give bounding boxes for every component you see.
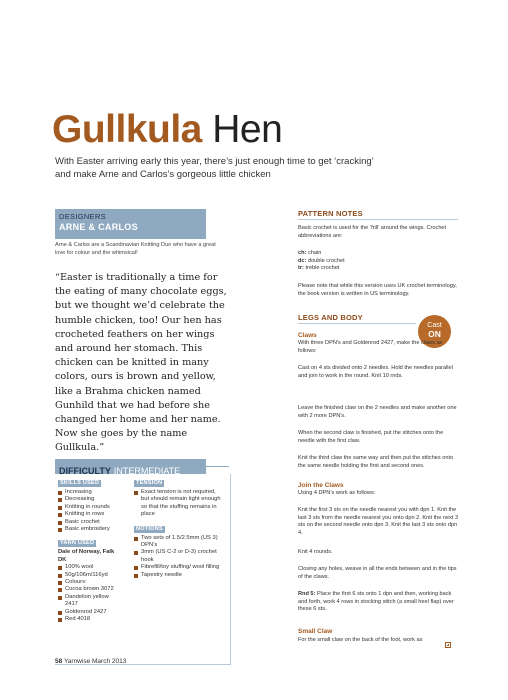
designer-name: ARNE & CARLOS bbox=[59, 222, 138, 232]
yarn-colour: Red 4018 bbox=[58, 616, 120, 623]
claws-para: When the second claw is finished, put the stitches onto the needle with the first claw. bbox=[298, 430, 444, 444]
join-claws-heading: Join the Claws bbox=[298, 482, 344, 489]
pattern-notes-rule bbox=[298, 219, 458, 220]
claws-intro: With three DPN’s and Goldenrod 2427, make the claws as follows: bbox=[298, 340, 443, 354]
pattern-notes-para1: Basic crochet is used for the ‘frill’ around the wings. Crochet abbreviations are: bbox=[298, 225, 447, 239]
yarn-item: 100% wool bbox=[58, 564, 120, 571]
magazine-name: Yarnwise bbox=[63, 658, 91, 665]
tension-text: Exact tension is not required, but should remain tight enough so that the stuffing remains in place bbox=[134, 489, 224, 519]
legs-body-heading: LEGS AND BODY bbox=[298, 313, 363, 322]
yarn-item: Colours: bbox=[58, 579, 120, 586]
difficulty-level: INTERMEDIATE bbox=[113, 466, 181, 476]
pattern-notes-para2: Please note that while this version uses UK crochet terminology, the book version is written in US terminology. bbox=[298, 283, 457, 297]
tension-tag: TENSION bbox=[136, 480, 163, 486]
issue-date: March 2013 bbox=[92, 658, 127, 665]
legs-body-rule bbox=[298, 323, 416, 324]
skill-item: Basic crochet bbox=[58, 519, 120, 526]
notion-item: 3mm (US C-2 or D-3) crochet hook bbox=[134, 549, 224, 564]
rnd5-text: Place the first 6 sts onto 1 dpn and then, working back and forth, work 4 rows in stocking stitch (a small heel flap) over these 6 sts. bbox=[298, 591, 454, 612]
notion-item: Two sets of 1.5/2.5mm (US 3) DPN’s bbox=[134, 535, 224, 550]
claws-heading: Claws bbox=[298, 332, 317, 339]
skill-item: Increasing bbox=[58, 489, 120, 496]
notions-tag: NOTIONS bbox=[136, 525, 163, 532]
page-number: 58 bbox=[55, 658, 63, 665]
page-footer bbox=[55, 658, 126, 665]
small-claw-text: For the small claw on the back of the foot, work as bbox=[298, 637, 423, 643]
pull-quote: “Easter is traditionally a time for the eating of many chocolate eggs, but we thought we’d celebrate the humble chicken, too! Our hen has crocheted feathers on her wings and around her stomach. This chicken can be knitted in many colors, ours is brown and yellow, like a Brahma chicken named Gunhild that we had before she changed her home and her name. Now she goes by the name Gullkula.” bbox=[55, 272, 227, 454]
yarn-colour: Cocoa brown 3072 bbox=[58, 586, 120, 593]
abbr-row: ch: chain bbox=[298, 250, 322, 256]
abbr-row: tr: treble crochet bbox=[298, 265, 340, 271]
skill-item: Decreasing bbox=[58, 496, 120, 503]
yarn-name: Dale of Norway, Falk DK bbox=[58, 549, 115, 563]
skill-item: Knitting in rounds bbox=[58, 504, 120, 511]
badge-line2: ON bbox=[428, 329, 441, 339]
difficulty-divider bbox=[206, 466, 229, 467]
join-para: Knit 4 rounds. bbox=[298, 549, 333, 555]
rnd5-label: Rnd 5: bbox=[298, 591, 316, 597]
yarn-colour: Dandelion yellow 2417 bbox=[58, 594, 120, 609]
claws-para: Knit the third claw the same way and then put the stitches onto the same needle holding the first and second ones. bbox=[298, 455, 454, 469]
join-para: Knit the first 3 sts on the needle nearest you with dpn 1. Knit the last 3 sts from the needle nearest you onto dpn 2. Knit the next 3 sts on the second needle onto dpn 3. Knit the last 3 sts onto dpn 4. bbox=[298, 507, 459, 536]
designer-bio: Arne & Carlos are a Scandinavian Knitting Duo who have a great love for colour and the whimsical! bbox=[55, 242, 216, 256]
abbr-row: dc: double crochet bbox=[298, 257, 345, 264]
rnd5-para bbox=[298, 591, 460, 614]
notion-item: Fibrefill/toy stuffing/ wool filling bbox=[134, 564, 224, 571]
continue-icon bbox=[445, 642, 451, 648]
skill-item: Knitting in rows bbox=[58, 511, 120, 518]
abbreviation-list bbox=[298, 250, 460, 273]
designer-box bbox=[55, 209, 206, 239]
pattern-notes-heading: PATTERN NOTES bbox=[298, 209, 363, 218]
notion-item: Tapestry needle bbox=[134, 572, 224, 579]
skills-yarn-column bbox=[58, 480, 120, 624]
join-para: Closing any holes, weave in all the ends between and in the tips of the claws. bbox=[298, 566, 457, 580]
title-part2: Hen bbox=[212, 108, 283, 151]
title-part1: Gullkula bbox=[52, 108, 202, 151]
page-title bbox=[52, 108, 282, 152]
claws-para: Leave the finished claw on the 2 needles and make another one with 2 more DPN’s. bbox=[298, 405, 457, 419]
yarn-item: 50g/106m/116yd bbox=[58, 572, 120, 579]
tension-notions-column bbox=[134, 480, 224, 579]
yarn-colour: Goldenrod 2427 bbox=[58, 609, 120, 616]
small-claw-heading: Small Claw bbox=[298, 628, 333, 635]
difficulty-bar bbox=[55, 459, 206, 474]
skills-tag: SKILLS USED bbox=[60, 480, 100, 486]
claws-para: Cast on 4 sts divided onto 2 needles. Hold the needles parallel and join to work in the round. Knit 10 rnds. bbox=[298, 365, 453, 379]
designer-label: DESIGNERS bbox=[59, 212, 106, 221]
badge-line1: Cast bbox=[427, 322, 442, 329]
intro-text: With Easter arriving early this year, there’s just enough time to get ‘cracking’ and make Arne and Carlos’s gorgeous little chicken bbox=[55, 156, 374, 180]
yarn-tag: YARN USED bbox=[60, 540, 95, 547]
join-intro: Using 4 DPN’s work as follows: bbox=[298, 490, 376, 496]
difficulty-label: DIFFICULTY bbox=[59, 466, 111, 476]
skill-item: Basic embroidery bbox=[58, 526, 120, 533]
